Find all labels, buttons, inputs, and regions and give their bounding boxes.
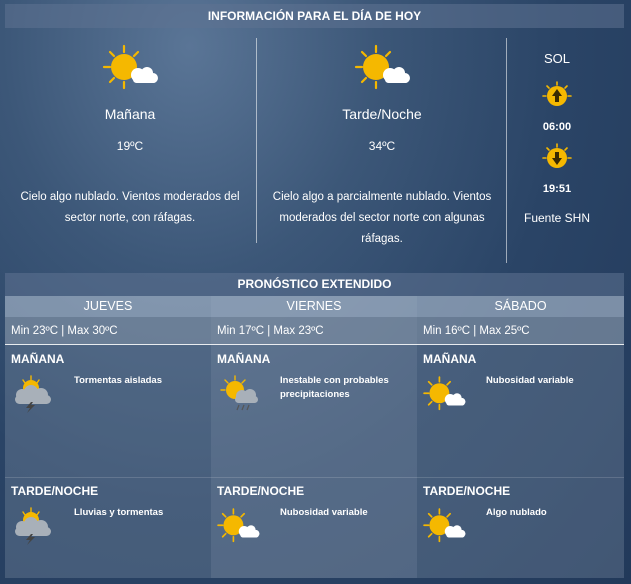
morning-forecast xyxy=(211,346,417,476)
today-morning-panel xyxy=(5,38,255,243)
sun-rain-cloud-icon xyxy=(215,374,261,414)
today-evening-description: Cielo algo a parcialmente nublado. Vientos moderados del sector norte con algunas ráfagas. xyxy=(272,191,492,245)
night-forecast xyxy=(211,477,417,578)
sunrise-icon xyxy=(542,81,572,111)
sun-panel xyxy=(508,38,606,263)
sun-cloud-icon xyxy=(352,43,412,93)
today-header: INFORMACIÓN PARA EL DÍA DE HOY xyxy=(5,4,624,28)
sunset-icon xyxy=(542,143,572,173)
storm-cloud-icon xyxy=(9,374,55,414)
night-forecast xyxy=(5,477,211,578)
block-title: MAÑANA xyxy=(217,352,271,366)
block-title: MAÑANA xyxy=(11,352,65,366)
block-description: Nubosidad variable xyxy=(280,507,368,518)
sun-cloud-icon xyxy=(421,374,467,414)
night-forecast xyxy=(417,477,624,578)
day-column-sabado xyxy=(417,296,624,578)
sunrise-time: 06:00 xyxy=(542,121,572,133)
day-name: JUEVES xyxy=(5,296,211,317)
sun-cloud-icon xyxy=(421,506,467,546)
today-evening-temp: 34ºC xyxy=(368,139,396,153)
today-evening-panel xyxy=(258,38,506,243)
today-evening-title: Tarde/Noche xyxy=(342,106,422,122)
sunset-time: 19:51 xyxy=(542,183,572,195)
day-min-max: Min 23ºC | Max 30ºC xyxy=(5,317,211,345)
today-morning-title: Mañana xyxy=(104,106,156,122)
storm-cloud-icon xyxy=(9,506,55,546)
block-description: Tormentas aisladas xyxy=(74,375,163,386)
block-title: TARDE/NOCHE xyxy=(217,484,305,498)
day-column-viernes xyxy=(211,296,417,578)
day-name: VIERNES xyxy=(211,296,417,317)
block-description: Nubosidad variable xyxy=(486,375,574,386)
divider xyxy=(256,38,257,243)
sun-title: SOL xyxy=(543,51,570,66)
today-morning-temp: 19ºC xyxy=(116,139,144,153)
morning-forecast xyxy=(5,346,211,476)
block-description: Lluvias y tormentas xyxy=(74,507,164,518)
sun-cloud-icon xyxy=(215,506,261,546)
sun-source: Fuente SHN xyxy=(523,211,591,225)
block-description: Inestable con probables precipitaciones xyxy=(280,375,389,400)
day-name: SÁBADO xyxy=(417,296,624,317)
extended-header: PRONÓSTICO EXTENDIDO xyxy=(5,273,624,296)
block-description: Algo nublado xyxy=(486,507,547,518)
day-column-jueves xyxy=(5,296,211,578)
sun-cloud-icon xyxy=(100,43,160,93)
divider xyxy=(506,38,507,263)
morning-forecast xyxy=(417,346,624,476)
block-title: MAÑANA xyxy=(423,352,477,366)
day-min-max: Min 16ºC | Max 25ºC xyxy=(417,317,624,345)
block-title: TARDE/NOCHE xyxy=(423,484,511,498)
block-title: TARDE/NOCHE xyxy=(11,484,99,498)
day-min-max: Min 17ºC | Max 23ºC xyxy=(211,317,417,345)
today-morning-description: Cielo algo nublado. Vientos moderados del sector norte, con ráfagas. xyxy=(20,191,240,224)
